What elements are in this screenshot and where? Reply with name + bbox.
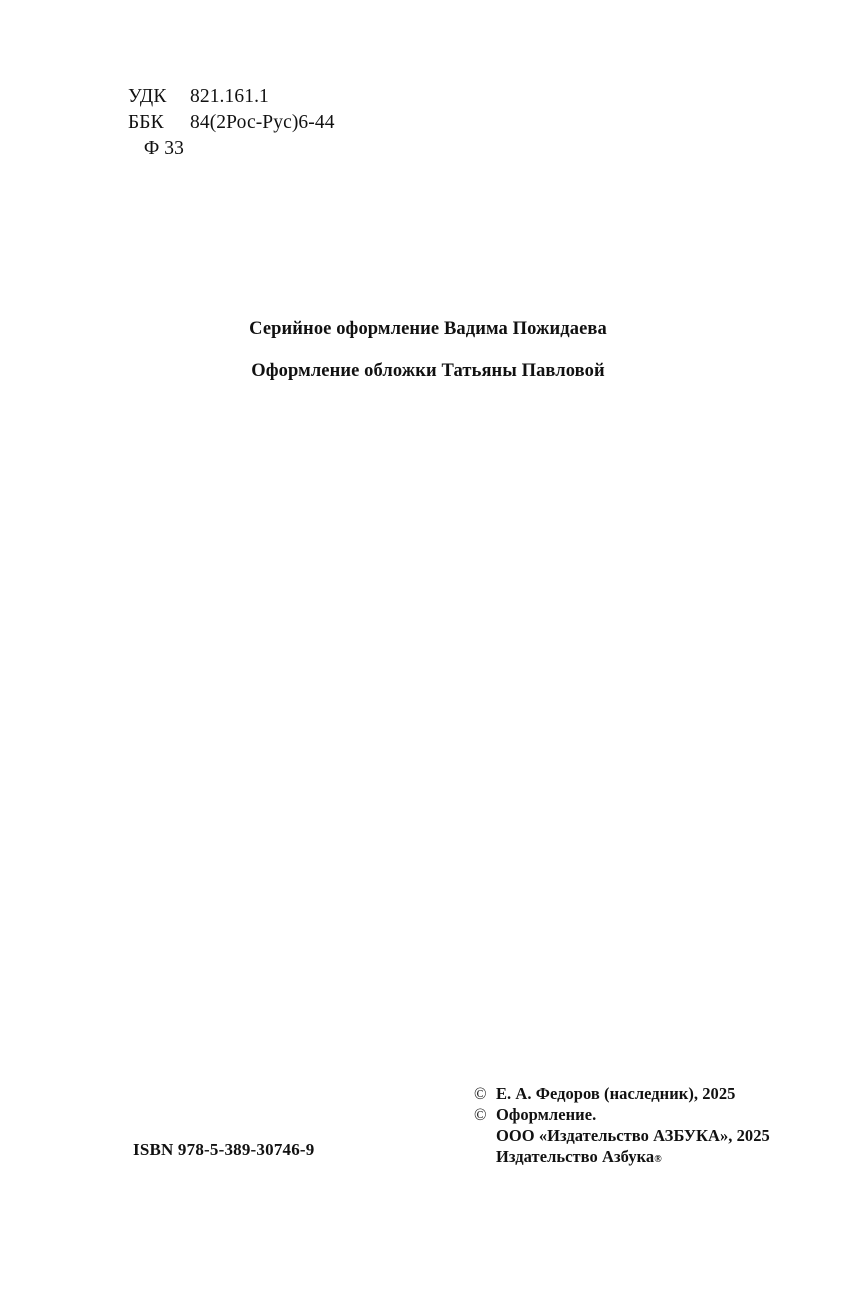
isbn: ISBN 978-5-389-30746-9 (133, 1140, 315, 1159)
copyright-imprint-text: Издательство Азбука (496, 1147, 655, 1166)
bbk-row (128, 110, 335, 136)
copyright-publisher-text: ООО «Издательство АЗБУКА», 2025 (496, 1126, 770, 1145)
copyright-line-design (474, 1104, 770, 1125)
copyright-line-publisher (474, 1125, 770, 1146)
copyright-symbol: © (474, 1084, 487, 1103)
copyright-design-text: Оформление. (496, 1105, 597, 1124)
copyright-author-text: Е. А. Федоров (наследник), 2025 (496, 1084, 736, 1103)
copyright-line-author (474, 1083, 770, 1104)
bbk-value: 84(2Рос-Рус)6-44 (190, 112, 335, 133)
copyright-line-imprint: Издательство Азбука ® (474, 1146, 770, 1167)
copyright-block (474, 1083, 770, 1167)
copyright-symbol-design: © (474, 1105, 487, 1124)
author-sign-value (184, 136, 190, 162)
bbk-label: ББК (128, 112, 164, 133)
credit-cover-design: Оформление обложки Татьяны Павловой (251, 361, 605, 381)
credit-series-design: Серийное оформление Вадима Пожидаева (249, 319, 607, 339)
udk-value: 821.161.1 (190, 86, 269, 107)
udk-row (128, 84, 335, 110)
credits-block (0, 318, 856, 382)
author-sign-row (128, 136, 335, 162)
classification-block (128, 84, 335, 162)
udk-label: УДК (128, 86, 167, 107)
author-sign-label: Ф 33 (143, 138, 184, 159)
